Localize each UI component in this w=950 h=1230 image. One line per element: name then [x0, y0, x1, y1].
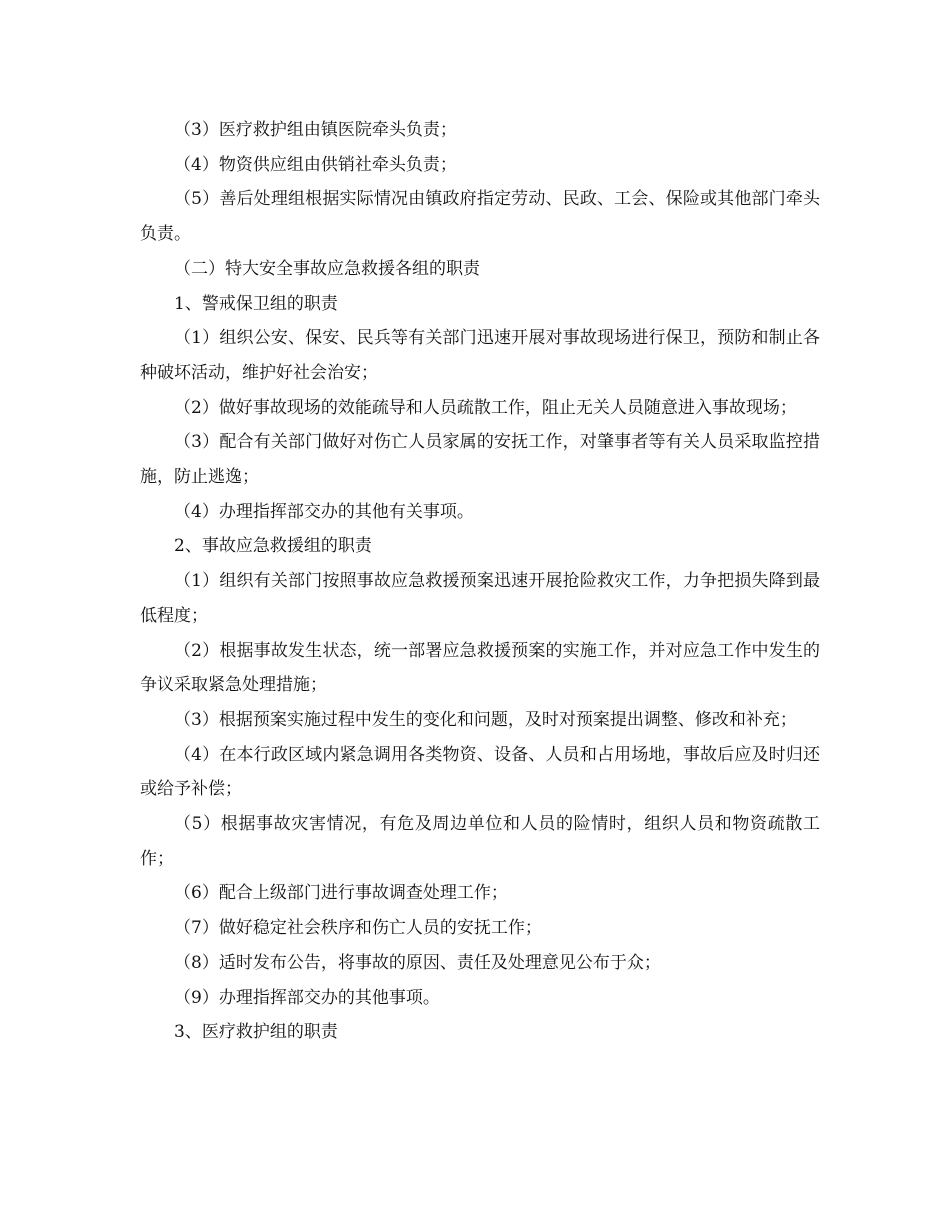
subsection-heading-medical-group: 3、医疗救护组的职责	[174, 1022, 338, 1043]
document-body	[140, 113, 820, 1050]
paragraph-rescue-8: （8）适时发布公告，将事故的原因、责任及处理意见公布于众；	[174, 952, 661, 973]
paragraph-rescue-6: （6）配合上级部门进行事故调查处理工作；	[174, 883, 508, 904]
section-heading-duties: （二）特大安全事故应急救援各组的职责	[174, 258, 480, 279]
paragraph-item-5-aftermath: （5）善后处理组根据实际情况由镇政府指定劳动、民政、工会、保险或其他部门牵头负责。	[140, 189, 820, 245]
subsection-heading-rescue-group: 2、事故应急救援组的职责	[174, 536, 372, 557]
paragraph-rescue-1: （1）组织有关部门按照事故应急救援预案迅速开展抢险救灾工作，力争把损失降到最低程度；	[140, 571, 820, 626]
paragraph-item-4-supplies: （4）物资供应组由供销社牵头负责；	[174, 154, 457, 175]
subsection-heading-security-group: 1、警戒保卫组的职责	[174, 293, 338, 314]
paragraph-rescue-5: （5）根据事故灾害情况，有危及周边单位和人员的险情时，组织人员和物资疏散工作；	[140, 814, 820, 869]
paragraph-security-2: （2）做好事故现场的效能疏导和人员疏散工作，阻止无关人员随意进入事故现场；	[174, 397, 797, 418]
paragraph-security-3: （3）配合有关部门做好对伤亡人员家属的安抚工作，对肇事者等有关人员采取监控措施，防止逃逸；	[140, 432, 820, 488]
paragraph-rescue-3: （3）根据预案实施过程中发生的变化和问题，及时对预案提出调整、修改和补充；	[174, 709, 797, 730]
paragraph-security-4: （4）办理指挥部交办的其他有关事项。	[174, 501, 474, 522]
paragraph-rescue-7: （7）做好稳定社会秩序和伤亡人员的安抚工作；	[174, 918, 542, 939]
paragraph-security-1: （1）组织公安、保安、民兵等有关部门迅速开展对事故现场进行保卫，预防和制止各种破坏活动，维护好社会治安；	[140, 328, 820, 383]
paragraph-rescue-2: （2）根据事故发生状态，统一部署应急救援预案的实施工作，并对应急工作中发生的争议采取紧急处理措施；	[140, 640, 820, 696]
paragraph-item-3-medical: （3）医疗救护组由镇医院牵头负责；	[174, 120, 457, 140]
paragraph-rescue-9: （9）办理指挥部交办的其他事项。	[174, 987, 440, 1008]
paragraph-rescue-4: （4）在本行政区域内紧急调用各类物资、设备、人员和占用场地，事故后应及时归还或给予补偿；	[140, 744, 820, 800]
